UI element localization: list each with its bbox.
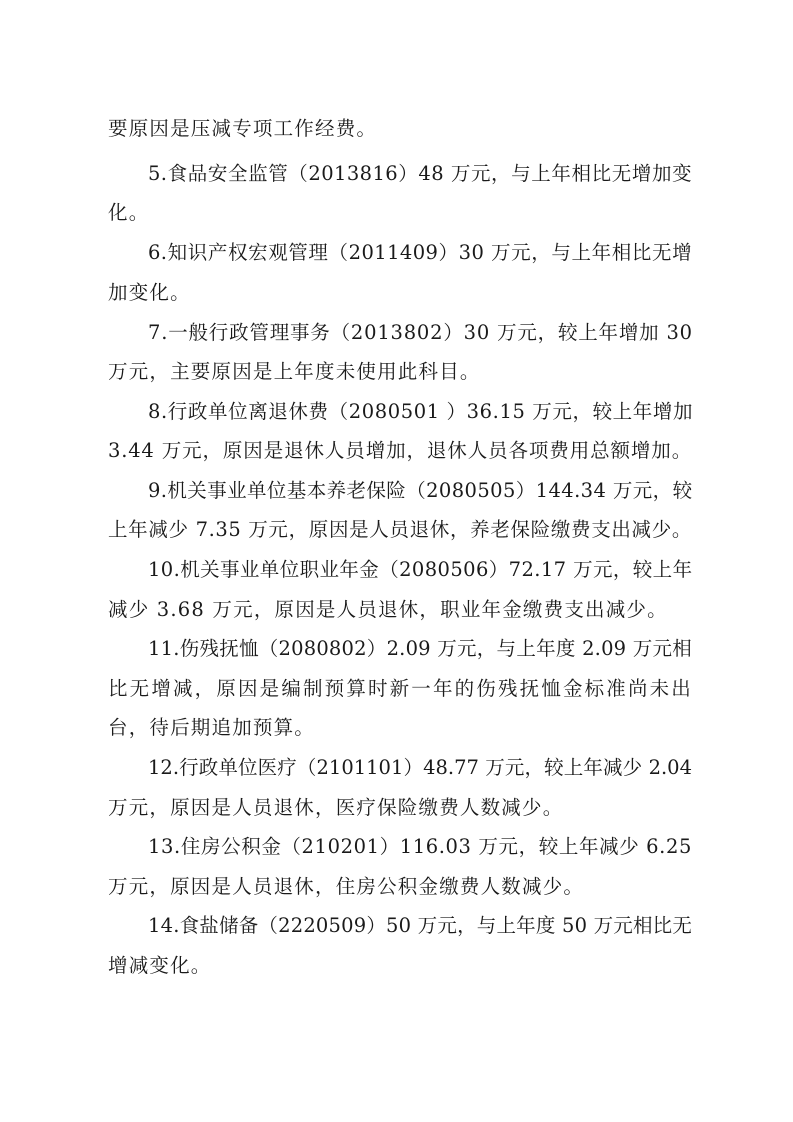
item-13-line-1: 13.住房公积金（210201）116.03 万元，较上年减少 6.25	[148, 835, 692, 858]
item-11-line-3: 台，待后期追加预算。	[108, 716, 316, 739]
item-12-line-1: 12.行政单位医疗（2101101）48.77 万元，较上年减少 2.04	[148, 756, 692, 779]
item-9-line-1: 9.机关事业单位基本养老保险（2080505）144.34 万元，较	[148, 479, 693, 502]
item-10-line-1: 10.机关事业单位职业年金（2080506）72.17 万元，较上年	[148, 558, 693, 581]
item-12-line-2: 万元，原因是人员退休，医疗保险缴费人数减少。	[108, 796, 564, 819]
item-6-line-1: 6.知识产权宏观管理（2011409）30 万元，与上年相比无增	[148, 241, 692, 264]
item-14-line-2: 增减变化。	[108, 954, 212, 977]
item-6-line-2: 加变化。	[108, 281, 191, 304]
item-13-line-2: 万元，原因是人员退休，住房公积金缴费人数减少。	[108, 875, 585, 898]
item-7-line-1: 7.一般行政管理事务（2013802）30 万元，较上年增加 30	[148, 321, 693, 344]
item-14-line-1: 14.食盐储备（2220509）50 万元，与上年度 50 万元相比无	[148, 914, 693, 937]
item-11-line-1: 11.伤残抚恤（2080802）2.09 万元，与上年度 2.09 万元相	[148, 637, 692, 660]
item-10-line-2: 减少 3.68 万元，原因是人员退休，职业年金缴费支出减少。	[108, 598, 668, 621]
item-5-line-2: 化。	[108, 201, 150, 224]
item-8-line-2: 3.44 万元，原因是退休人员增加，退休人员各项费用总额增加。	[108, 439, 692, 462]
item-5-line-1: 5.食品安全监管（2013816）48 万元，与上年相比无增加变	[148, 162, 692, 185]
text-line-1: 要原因是压减专项工作经费。	[108, 117, 378, 140]
item-9-line-2: 上年减少 7.35 万元，原因是人员退休，养老保险缴费支出减少。	[108, 518, 692, 541]
item-7-line-2: 万元，主要原因是上年度未使用此科目。	[108, 360, 481, 383]
item-8-line-1: 8.行政单位离退休费（2080501 ）36.15 万元，较上年增加	[148, 400, 694, 423]
item-11-line-2: 比无增减，原因是编制预算时新一年的伤残抚恤金标准尚未出	[108, 677, 692, 700]
